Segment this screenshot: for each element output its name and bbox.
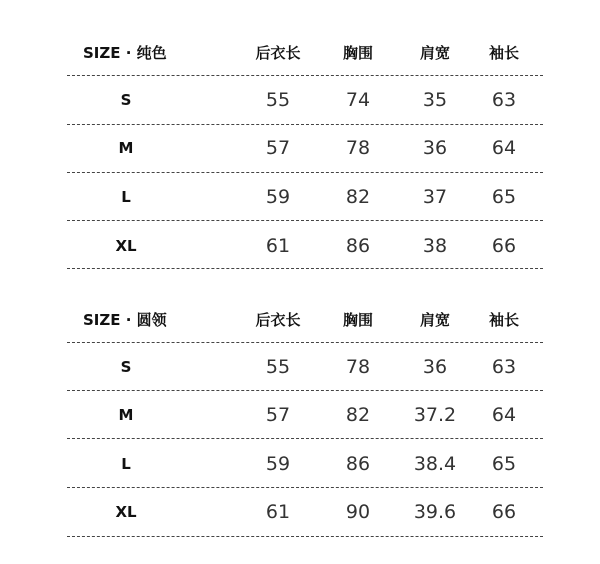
value-chest: 74 <box>345 89 371 111</box>
divider <box>67 75 543 76</box>
value-shoulder: 38.4 <box>413 453 457 475</box>
value-sleeve: 64 <box>491 137 517 159</box>
table-row <box>0 231 600 261</box>
value-back-length: 59 <box>265 453 291 475</box>
table-row <box>0 497 600 527</box>
size-label: XL <box>115 237 137 255</box>
table-row <box>0 85 600 115</box>
divider <box>67 487 543 488</box>
value-sleeve: 66 <box>491 501 517 523</box>
divider <box>67 438 543 439</box>
size-label: L <box>121 455 131 473</box>
value-sleeve: 64 <box>491 404 517 426</box>
value-back-length: 55 <box>265 356 291 378</box>
value-shoulder: 36 <box>422 137 448 159</box>
value-sleeve: 65 <box>491 453 517 475</box>
value-chest: 90 <box>345 501 371 523</box>
value-chest: 78 <box>345 356 371 378</box>
value-back-length: 55 <box>265 89 291 111</box>
value-chest: 86 <box>345 235 371 257</box>
size-label: M <box>118 406 134 424</box>
value-sleeve: 66 <box>491 235 517 257</box>
value-chest: 78 <box>345 137 371 159</box>
value-back-length: 61 <box>265 501 291 523</box>
header-chest: 胸围 <box>342 311 373 329</box>
header-sleeve: 袖长 <box>488 44 519 62</box>
header-sleeve: 袖长 <box>488 311 519 329</box>
header-back-length: 后衣长 <box>255 311 301 329</box>
value-shoulder: 37.2 <box>413 404 457 426</box>
header-back-length: 后衣长 <box>255 44 301 62</box>
value-sleeve: 63 <box>491 356 517 378</box>
header-shoulder: 肩宽 <box>419 311 450 329</box>
table-title: SIZE · 纯色 <box>83 44 167 62</box>
divider <box>67 342 543 343</box>
size-label: S <box>120 358 132 376</box>
table-row <box>0 352 600 382</box>
value-back-length: 59 <box>265 186 291 208</box>
table-row <box>0 133 600 163</box>
value-chest: 82 <box>345 404 371 426</box>
size-label: S <box>120 91 132 109</box>
value-chest: 86 <box>345 453 371 475</box>
divider <box>67 172 543 173</box>
table-title: SIZE · 圆领 <box>83 311 167 329</box>
header-shoulder: 肩宽 <box>419 44 450 62</box>
divider <box>67 220 543 221</box>
divider <box>67 124 543 125</box>
value-back-length: 61 <box>265 235 291 257</box>
value-sleeve: 63 <box>491 89 517 111</box>
value-back-length: 57 <box>265 137 291 159</box>
value-shoulder: 35 <box>422 89 448 111</box>
size-label: L <box>121 188 131 206</box>
size-label: XL <box>115 503 137 521</box>
divider <box>67 268 543 269</box>
divider <box>67 390 543 391</box>
value-chest: 82 <box>345 186 371 208</box>
value-shoulder: 39.6 <box>413 501 457 523</box>
table-row <box>0 449 600 479</box>
value-back-length: 57 <box>265 404 291 426</box>
value-shoulder: 38 <box>422 235 448 257</box>
size-label: M <box>118 139 134 157</box>
table-row <box>0 182 600 212</box>
table-header-row <box>0 305 600 335</box>
table-header-row <box>0 38 600 68</box>
value-sleeve: 65 <box>491 186 517 208</box>
header-chest: 胸围 <box>342 44 373 62</box>
divider <box>67 536 543 537</box>
table-row <box>0 400 600 430</box>
value-shoulder: 37 <box>422 186 448 208</box>
value-shoulder: 36 <box>422 356 448 378</box>
